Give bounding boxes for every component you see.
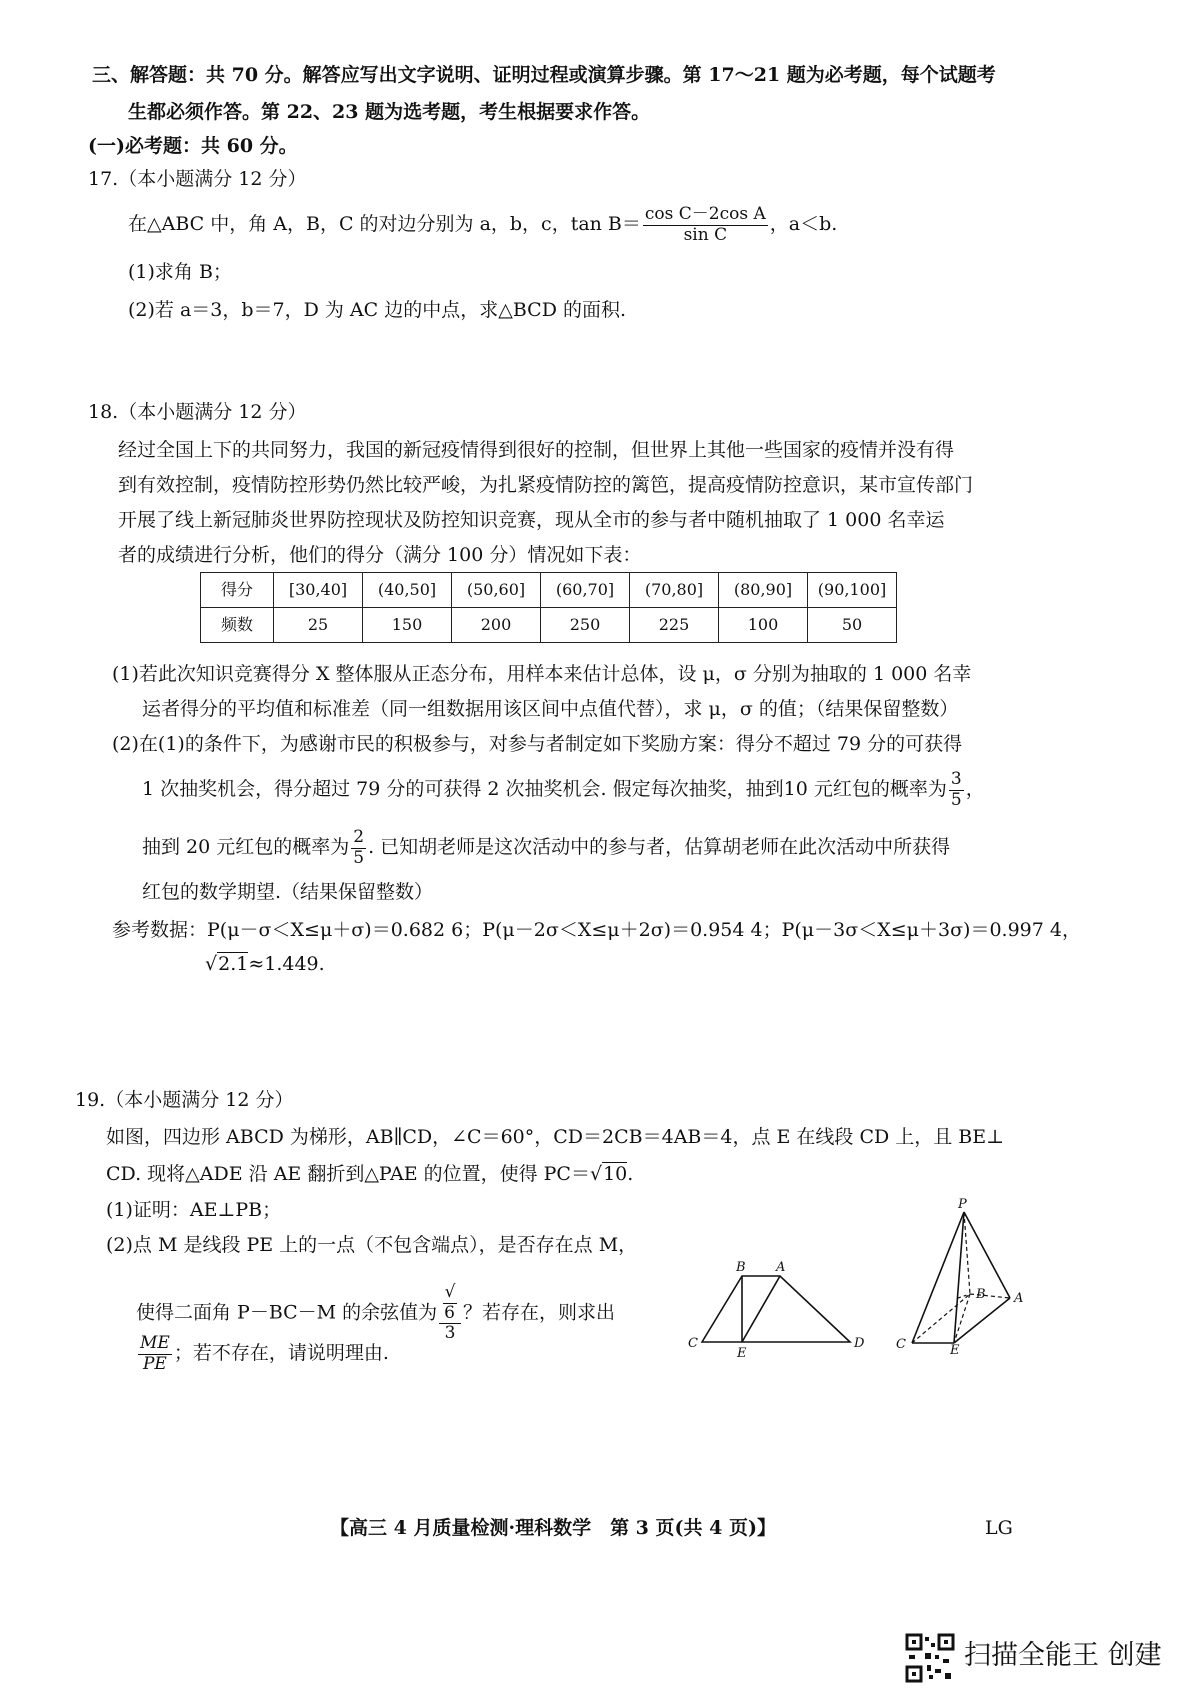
q19-part2-line2-text: 使得二面角 P－BC－M 的余弦值为 bbox=[136, 1301, 438, 1324]
table-cell-frequency: 50 bbox=[808, 608, 897, 643]
label-p: P bbox=[958, 1198, 967, 1212]
exam-code: LG bbox=[985, 1517, 1013, 1539]
pyramid-figure bbox=[892, 1198, 1032, 1356]
edge-pa bbox=[964, 1212, 1010, 1298]
sqrt-sign: √ bbox=[205, 953, 218, 975]
q18-para-line3: 开展了线上新冠肺炎世界防控现状及防控知识竞赛，现从全市的参与者中随机抽取了 1 000 名幸运 bbox=[118, 509, 945, 531]
sqrt-radicand: 10 bbox=[603, 1163, 628, 1185]
trapezoid-figure bbox=[680, 1258, 880, 1358]
edge-pb bbox=[964, 1212, 970, 1294]
table-cell-frequency: 100 bbox=[719, 608, 808, 643]
table-header-score: 得分 bbox=[201, 573, 274, 608]
table-cell-interval: (80,90] bbox=[719, 573, 808, 608]
table-cell-interval: (70,80] bbox=[630, 573, 719, 608]
sqrt-expression bbox=[590, 1162, 627, 1188]
label-b: B bbox=[736, 1260, 746, 1275]
q18-part2-line3-text: 抽到 20 元红包的概率为 bbox=[142, 836, 350, 859]
q18-part1-line2: 运者得分的平均值和标准差（同一组数据用该区间中点值代替），求 μ，σ 的值；（结果保留整数） bbox=[142, 698, 959, 720]
q19-frac-num bbox=[439, 1283, 461, 1324]
q18-para-line2: 到有效控制，疫情防控形势仍然比较严峻，为扎紧疫情防控的篱笆，提高疫情防控意识，某市宣传部门 bbox=[118, 474, 974, 496]
section-heading-line1: 三、解答题：共 70 分。解答应写出文字说明、证明过程或演算步骤。第 17～21 题为必考题，每个试题考 bbox=[92, 64, 996, 86]
table-cell-interval: (60,70] bbox=[541, 573, 630, 608]
q19-part2-line1: (2)点 M 是线段 PE 上的一点（不包含端点），是否存在点 M， bbox=[106, 1234, 638, 1256]
q19-frac-pe: PE bbox=[142, 1353, 167, 1374]
label-a: A bbox=[776, 1260, 786, 1275]
q18-part1-line1: (1)若此次知识竞赛得分 X 整体服从正态分布，用样本来估计总体，设 μ，σ 分别为抽取的 1 000 名幸 bbox=[112, 663, 972, 685]
sqrt-radicand: 2.1 bbox=[218, 953, 249, 975]
q19-stem-line1: 如图，四边形 ABCD 为梯形，AB∥CD，∠C＝60°，CD＝2CB＝4AB＝4，点 E 在线段 CD 上，且 BE⊥ bbox=[106, 1126, 1005, 1148]
q17-part1: (1)求角 B； bbox=[128, 261, 232, 283]
q19-stem-line2 bbox=[106, 1162, 633, 1188]
q18-reference-approx: ≈1.449. bbox=[248, 953, 325, 975]
table-cell-frequency: 200 bbox=[452, 608, 541, 643]
q17-stem-pre: 在△ABC 中，角 A，B，C 的对边分别为 a，b，c，tan B＝ bbox=[128, 213, 641, 236]
q19-part2-line3-post: ；若不存在，请说明理由. bbox=[173, 1342, 389, 1365]
q18-part2-line2-text: 1 次抽奖机会，得分超过 79 分的可获得 2 次抽奖机会. 假定每次抽奖，抽到10 元红包的概率为 bbox=[142, 778, 947, 801]
sqrt-sign: √ bbox=[444, 1282, 456, 1302]
q18-part2-line1: (2)在(1)的条件下，为感谢市民的积极参与，对参与者制定如下奖励方案：得分不超过 79 分的可获得 bbox=[112, 733, 963, 755]
q19-part1: (1)证明：AE⊥PB； bbox=[106, 1199, 282, 1221]
q19-frac-den: 3 bbox=[444, 1323, 456, 1344]
q18-reference-line2 bbox=[205, 952, 325, 978]
table-cell-interval: [30,40] bbox=[274, 573, 363, 608]
table-cell-interval: (90,100] bbox=[808, 573, 897, 608]
label-d: D bbox=[854, 1336, 865, 1351]
q18-frac1-num: 3 bbox=[950, 769, 962, 789]
table-row-scores bbox=[201, 573, 897, 608]
q19-fraction-root6-over-3 bbox=[439, 1283, 461, 1344]
q19-stem-line2-post: . bbox=[627, 1163, 634, 1185]
edge-cb bbox=[912, 1294, 970, 1343]
label-e: E bbox=[950, 1343, 960, 1356]
q17-frac-den: sin C bbox=[683, 224, 728, 245]
q17-part2: (2)若 a＝3，b＝7，D 为 AC 边的中点，求△BCD 的面积. bbox=[128, 299, 627, 321]
q18-part2-line3 bbox=[142, 828, 950, 868]
qr-code-icon bbox=[905, 1633, 955, 1683]
sqrt-expression bbox=[205, 952, 248, 978]
q18-para-line1: 经过全国上下的共同努力，我国的新冠疫情得到很好的控制，但世界上其他一些国家的疫情并没有得 bbox=[118, 439, 955, 461]
sqrt-radicand: 6 bbox=[444, 1302, 455, 1323]
table-cell-frequency: 150 bbox=[363, 608, 452, 643]
section-heading-line2: 生都必须作答。第 22、23 题为选考题，考生根据要求作答。 bbox=[128, 101, 651, 123]
segment-ae bbox=[742, 1276, 780, 1342]
q19-title: 19.（本小题满分 12 分） bbox=[75, 1089, 294, 1111]
q19-part2-line2-post: ？若存在，则求出 bbox=[463, 1301, 616, 1324]
q17-fraction bbox=[643, 205, 768, 245]
q19-fraction-me-pe bbox=[138, 1334, 172, 1374]
table-cell-frequency: 225 bbox=[630, 608, 719, 643]
table-row-frequencies bbox=[201, 608, 897, 643]
q18-fraction-three-fifths bbox=[949, 770, 964, 810]
q18-fraction-two-fifths bbox=[351, 828, 366, 868]
label-e: E bbox=[737, 1346, 747, 1358]
table-cell-frequency: 250 bbox=[541, 608, 630, 643]
sqrt-sign: √ bbox=[589, 1163, 603, 1185]
table-header-frequency: 频数 bbox=[201, 608, 274, 643]
q18-para-line4: 者的成绩进行分析，他们的得分（满分 100 分）情况如下表： bbox=[118, 544, 642, 566]
table-cell-interval: (50,60] bbox=[452, 573, 541, 608]
q18-title: 18.（本小题满分 12 分） bbox=[88, 401, 307, 423]
label-b: B bbox=[976, 1287, 986, 1302]
q19-part2-line3 bbox=[136, 1334, 389, 1374]
q18-part2-line2-post: ， bbox=[965, 778, 985, 801]
table-cell-frequency: 25 bbox=[274, 608, 363, 643]
score-frequency-table bbox=[200, 572, 897, 643]
scanner-watermark: 扫描全能王 创建 bbox=[964, 1640, 1162, 1671]
q17-stem bbox=[128, 205, 837, 245]
edge-ea bbox=[954, 1298, 1010, 1343]
q18-frac2-num: 2 bbox=[353, 827, 365, 847]
q18-frac2-den: 5 bbox=[353, 847, 365, 868]
q17-frac-num: cos C－2cos A bbox=[644, 204, 766, 224]
q19-frac-me: ME bbox=[140, 1333, 170, 1353]
q17-stem-post: ，a＜b. bbox=[769, 213, 838, 236]
q17-title: 17.（本小题满分 12 分） bbox=[88, 168, 307, 190]
section-sub-heading: (一)必考题：共 60 分。 bbox=[88, 135, 298, 157]
label-a: A bbox=[1014, 1291, 1024, 1306]
q18-part2-line4: 红包的数学期望.（结果保留整数） bbox=[142, 881, 434, 903]
table-cell-interval: (40,50] bbox=[363, 573, 452, 608]
q18-part2-line2 bbox=[142, 770, 985, 810]
q18-frac1-den: 5 bbox=[950, 789, 962, 810]
q18-reference-line1: 参考数据：P(μ－σ＜X≤μ＋σ)＝0.682 6；P(μ－2σ＜X≤μ＋2σ)＝0.954 4；P(μ－3σ＜X≤μ＋3σ)＝0.997 4， bbox=[112, 919, 1081, 941]
q19-stem-line2-text: CD. 现将△ADE 沿 AE 翻折到△PAE 的位置，使得 PC＝ bbox=[106, 1163, 590, 1185]
page-footer: 【高三 4 月质量检测·理科数学 第 3 页(共 4 页)】 bbox=[330, 1517, 776, 1539]
label-c: C bbox=[688, 1336, 698, 1351]
label-c: C bbox=[896, 1337, 906, 1352]
q18-part2-line3-post: . 已知胡老师是这次活动中的参与者，估算胡老师在此次活动中所获得 bbox=[368, 836, 951, 859]
trapezoid-outline bbox=[702, 1276, 850, 1342]
